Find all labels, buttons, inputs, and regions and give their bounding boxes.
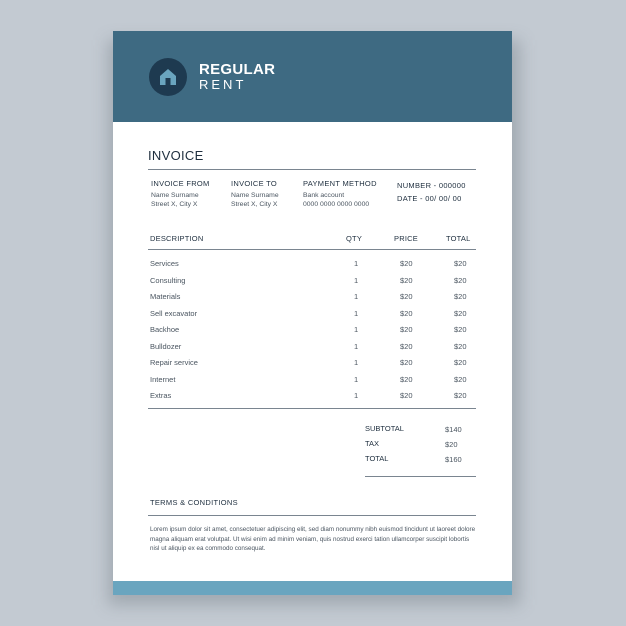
invoice-from <box>151 179 210 209</box>
terms-text: Lorem ipsum dolor sit amet, consectetuer adipiscing elit, sed diam nonummy nibh euismod tincidunt ut laoreet dolore magna aliquam erat volutpat. Ut wisi enim ad minim veniam, quis nostrud exerci tation ullamcorper suscipit lobortis nisl ut aliquip ex ea commodo consequat. <box>150 526 476 552</box>
row-total: $20 <box>454 341 467 351</box>
row-total: $20 <box>454 308 467 318</box>
row-qty: 1 <box>354 325 359 334</box>
brand-subname: RENT <box>199 77 247 92</box>
table-row <box>150 325 473 337</box>
terms-divider <box>148 515 476 516</box>
row-description: Materials <box>150 292 181 301</box>
table-header-divider <box>148 249 476 250</box>
table-row <box>150 309 473 321</box>
row-price: $20 <box>400 292 413 301</box>
row-price: $20 <box>400 374 413 384</box>
row-qty: 1 <box>354 292 359 301</box>
table-footer-divider <box>148 408 476 409</box>
row-price: $20 <box>400 391 413 400</box>
column-header-description: DESCRIPTION <box>150 234 204 243</box>
divider <box>148 169 476 170</box>
tax-label: TAX <box>365 439 380 448</box>
row-description: Internet <box>150 374 176 384</box>
invoice-to <box>231 179 279 209</box>
row-description: Consulting <box>150 275 186 285</box>
row-description: Repair service <box>150 358 198 367</box>
row-qty: 1 <box>354 358 359 367</box>
row-price: $20 <box>400 341 413 351</box>
column-header-qty: QTY <box>346 234 363 243</box>
page-title: INVOICE <box>148 148 204 163</box>
row-price: $20 <box>400 259 413 268</box>
row-total: $20 <box>454 292 467 301</box>
invoice-number: NUMBER - 000000 <box>397 181 466 190</box>
invoice-header <box>113 31 512 122</box>
summary-divider <box>365 476 476 477</box>
row-qty: 1 <box>354 308 359 318</box>
table-row <box>150 259 473 271</box>
payment-method-label: PAYMENT METHOD <box>303 179 377 188</box>
footer-bar <box>113 581 512 595</box>
total-label: TOTAL <box>365 454 389 463</box>
row-description: Services <box>150 259 179 268</box>
payment-method <box>303 179 377 209</box>
row-description: Extras <box>150 391 172 400</box>
invoice-date: DATE - 00/ 00/ 00 <box>397 194 462 203</box>
row-description: Bulldozer <box>150 341 182 351</box>
row-qty: 1 <box>354 275 359 285</box>
payment-account-number: 0000 0000 0000 0000 <box>303 201 370 208</box>
table-row <box>150 375 473 387</box>
payment-method-value: Bank account <box>303 192 345 199</box>
brand-name: REGULAR <box>199 61 276 78</box>
total-value: $160 <box>445 455 462 464</box>
table-row <box>150 391 473 403</box>
table-row <box>150 292 473 304</box>
invoice-from-address: Street X, City X <box>151 201 198 208</box>
house-icon <box>158 67 178 87</box>
column-header-total: TOTAL <box>446 234 471 243</box>
invoice-number-date <box>397 179 466 205</box>
row-qty: 1 <box>354 391 359 400</box>
invoice-page <box>113 31 512 595</box>
table-row <box>150 276 473 288</box>
row-qty: 1 <box>354 374 359 384</box>
row-price: $20 <box>400 358 413 367</box>
invoice-to-address: Street X, City X <box>231 201 278 208</box>
table-row <box>150 342 473 354</box>
tax-value: $20 <box>445 440 458 449</box>
row-total: $20 <box>454 358 467 367</box>
row-description: Backhoe <box>150 325 180 334</box>
invoice-to-name: Name Surname <box>231 192 279 199</box>
subtotal-value: $140 <box>445 425 462 434</box>
logo <box>149 58 187 96</box>
row-total: $20 <box>454 259 467 268</box>
row-price: $20 <box>400 275 413 285</box>
row-qty: 1 <box>354 259 359 268</box>
table-row <box>150 358 473 370</box>
terms-title: TERMS & CONDITIONS <box>150 498 238 507</box>
row-qty: 1 <box>354 341 359 351</box>
row-total: $20 <box>454 325 467 334</box>
row-price: $20 <box>400 308 413 318</box>
row-total: $20 <box>454 275 467 285</box>
subtotal-label: SUBTOTAL <box>365 424 404 433</box>
column-header-price: PRICE <box>394 234 418 243</box>
invoice-to-label: INVOICE TO <box>231 179 278 188</box>
row-total: $20 <box>454 374 467 384</box>
row-price: $20 <box>400 325 413 334</box>
row-description: Sell excavator <box>150 308 198 318</box>
invoice-from-label: INVOICE FROM <box>151 179 210 188</box>
invoice-from-name: Name Surname <box>151 192 199 199</box>
row-total: $20 <box>454 391 467 400</box>
